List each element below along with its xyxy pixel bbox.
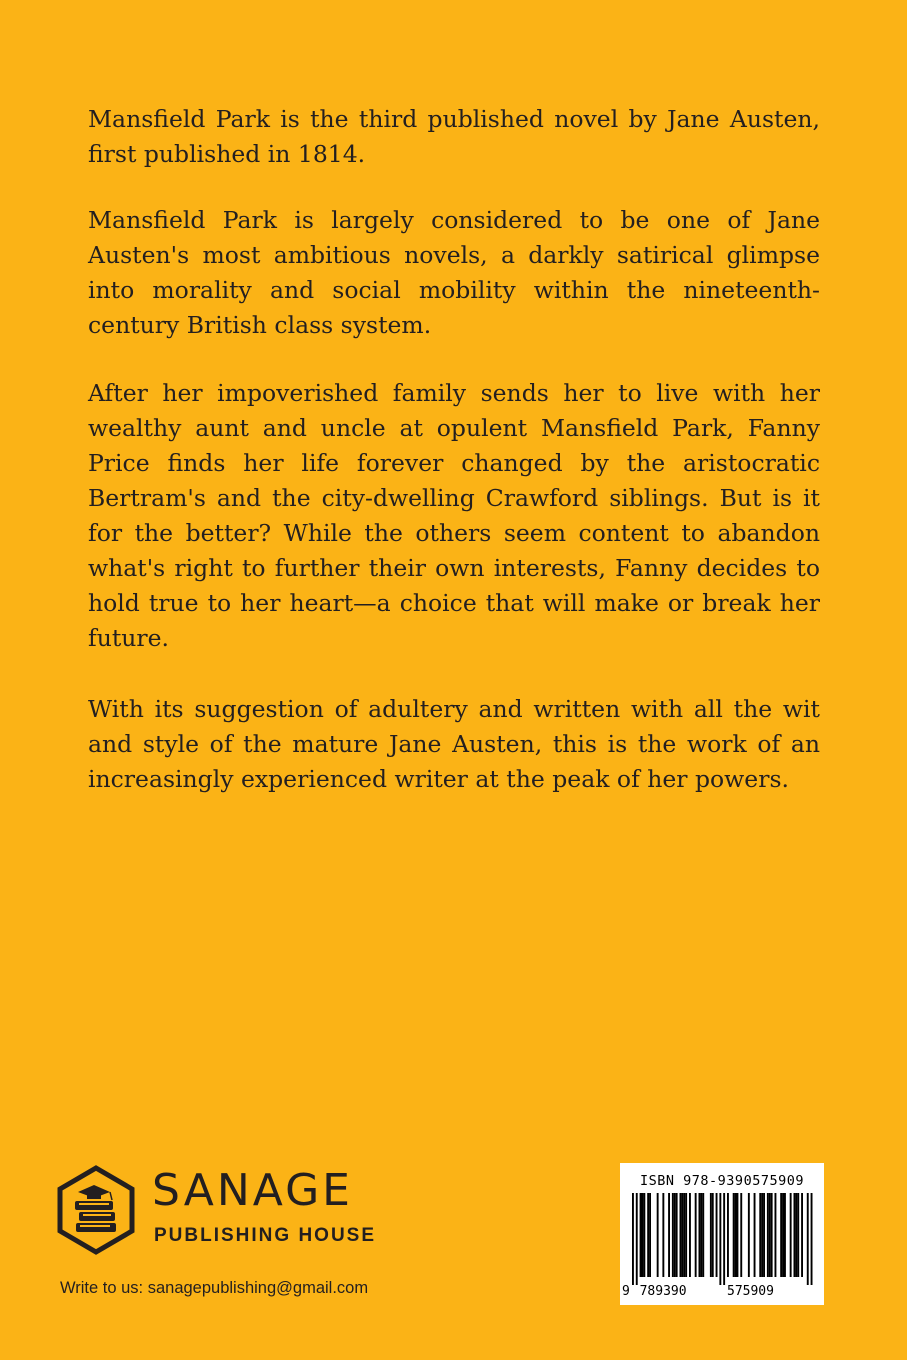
barcode-bar: [702, 1193, 704, 1277]
barcode-bar: [782, 1193, 784, 1277]
barcode-bar: [710, 1193, 712, 1277]
barcode-bar: [733, 1193, 735, 1277]
isbn-barcode: [620, 1163, 824, 1305]
barcode-bar: [640, 1193, 642, 1277]
publisher-subtitle: PUBLISHING HOUSE: [154, 1225, 377, 1246]
publisher-name: SANAGE: [152, 1165, 353, 1216]
barcode-bar: [784, 1193, 786, 1277]
barcode-bar: [683, 1193, 685, 1277]
barcode-bar: [712, 1193, 714, 1277]
barcode-bar: [642, 1193, 644, 1277]
barcode-bar: [632, 1193, 634, 1285]
barcode-bar: [767, 1193, 769, 1277]
barcode-bar: [727, 1193, 729, 1277]
barcode-bar: [795, 1193, 797, 1277]
contact-email-line: Write to us: sanagepublishing@gmail.com: [60, 1279, 369, 1297]
barcode-bar: [676, 1193, 678, 1277]
isbn-label: ISBN 978-9390575909: [640, 1173, 804, 1189]
barcode-bar: [695, 1193, 697, 1277]
barcode-bar: [790, 1193, 792, 1277]
barcode-bar: [674, 1193, 676, 1277]
barcode-bar: [657, 1193, 659, 1277]
description-paragraph-4: With its suggestion of adultery and written with all the wit and style of the mature Jane Austen, this is the work of an increasingly experienced writer at the peak of her powers.: [88, 695, 820, 793]
barcode-bar: [649, 1193, 651, 1277]
barcode-digits: 789390: [639, 1284, 687, 1299]
barcode-bar: [680, 1193, 682, 1277]
barcode-bar: [794, 1193, 796, 1277]
barcode-bar: [689, 1193, 691, 1277]
publisher-logo: [56, 1165, 436, 1255]
book-description: [88, 102, 820, 831]
barcode-bar: [636, 1193, 638, 1285]
barcode-digits: 9: [622, 1284, 630, 1299]
barcode-bar: [740, 1193, 742, 1277]
barcode-bar: [716, 1193, 718, 1277]
barcode-bar: [699, 1193, 701, 1277]
barcode-bar: [647, 1193, 649, 1277]
barcode-bar: [748, 1193, 750, 1277]
barcode-bar: [681, 1193, 683, 1277]
barcode-bar: [801, 1193, 803, 1277]
barcode-bar: [797, 1193, 799, 1277]
barcode-bar: [769, 1193, 771, 1277]
description-paragraph-1: Mansfield Park is the third published novel by Jane Austen, first published in 1814.: [88, 105, 820, 168]
barcode-bar: [763, 1193, 765, 1277]
barcode-bar: [807, 1193, 809, 1285]
barcode-bar: [759, 1193, 761, 1277]
barcode-bar: [771, 1193, 773, 1277]
barcode-bar: [662, 1193, 664, 1277]
barcode-bar: [811, 1193, 813, 1285]
barcode-bar: [685, 1193, 687, 1277]
description-paragraph-2: Mansfield Park is largely considered to be one of Jane Austen's most ambitious novels, a darkly satirical glimpse into morality and social mobility within the nineteenth-century British class system.: [88, 206, 820, 339]
barcode-digits: 575909: [727, 1284, 774, 1299]
description-paragraph-3: After her impoverished family sends her to live with her wealthy aunt and uncle at opulent Mansfield Park, Fanny Price finds her life forever changed by the aristocratic Bertram's and the city-dwelling Crawford siblings. But is it for the better? While the others seem content to abandon what's right to further their own interests, Fanny decides to hold true to her heart—a choice that will make or break her future.: [88, 379, 820, 652]
barcode-bar: [643, 1193, 645, 1277]
barcode-bar: [700, 1193, 702, 1277]
barcode-bar: [737, 1193, 739, 1277]
barcode-bar: [775, 1193, 777, 1277]
barcode-bars: [620, 1191, 824, 1301]
barcode-bar: [754, 1193, 756, 1277]
barcode-bar: [761, 1193, 763, 1277]
barcode-bar: [735, 1193, 737, 1277]
barcode-bar: [719, 1193, 721, 1285]
barcode-bar: [780, 1193, 782, 1277]
barcode-bar: [723, 1193, 725, 1285]
hexagon-books-icon: [56, 1165, 136, 1255]
barcode-bar: [668, 1193, 670, 1277]
barcode-bar: [672, 1193, 674, 1277]
